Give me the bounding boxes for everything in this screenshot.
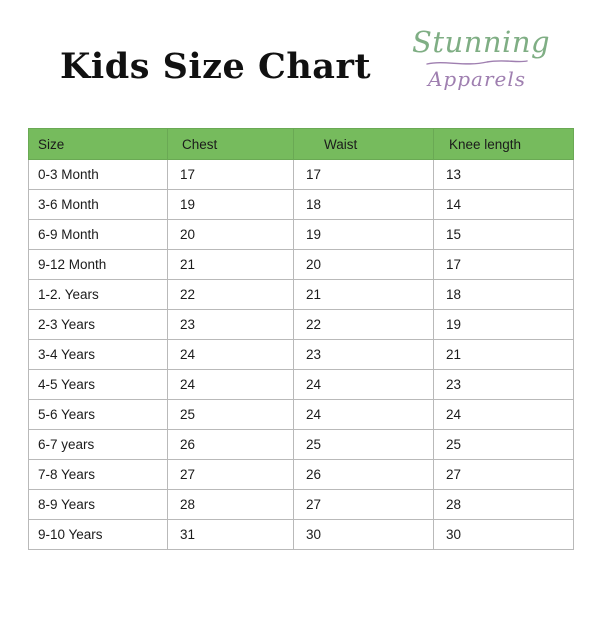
cell-knee-length: 17 (434, 250, 574, 280)
cell-waist: 17 (294, 160, 434, 190)
table-row (29, 310, 574, 340)
cell-chest: 17 (168, 160, 294, 190)
cell-chest: 23 (168, 310, 294, 340)
cell-chest: 22 (168, 280, 294, 310)
table-row (29, 160, 574, 190)
table-row (29, 370, 574, 400)
table-row (29, 400, 574, 430)
cell-waist: 22 (294, 310, 434, 340)
cell-knee-length: 27 (434, 460, 574, 490)
cell-waist: 24 (294, 370, 434, 400)
table-header-row (29, 129, 574, 160)
table-row (29, 220, 574, 250)
column-header-size: Size (29, 129, 168, 160)
table-row (29, 190, 574, 220)
column-header-knee-length: Knee length (434, 129, 574, 160)
cell-knee-length: 15 (434, 220, 574, 250)
flourish-icon (425, 59, 529, 67)
cell-chest: 19 (168, 190, 294, 220)
cell-size: 8-9 Years (29, 490, 168, 520)
cell-chest: 24 (168, 340, 294, 370)
cell-waist: 26 (294, 460, 434, 490)
cell-knee-length: 25 (434, 430, 574, 460)
page-title: Kids Size Chart (60, 46, 372, 87)
cell-waist: 27 (294, 490, 434, 520)
cell-knee-length: 30 (434, 520, 574, 550)
cell-waist: 18 (294, 190, 434, 220)
table-row (29, 250, 574, 280)
cell-size: 9-10 Years (29, 520, 168, 550)
cell-chest: 27 (168, 460, 294, 490)
cell-knee-length: 19 (434, 310, 574, 340)
cell-knee-length: 18 (434, 280, 574, 310)
cell-waist: 25 (294, 430, 434, 460)
table-header (29, 129, 574, 160)
cell-chest: 31 (168, 520, 294, 550)
cell-chest: 20 (168, 220, 294, 250)
cell-chest: 24 (168, 370, 294, 400)
cell-waist: 19 (294, 220, 434, 250)
cell-size: 3-6 Month (29, 190, 168, 220)
cell-size: 4-5 Years (29, 370, 168, 400)
table-body (29, 160, 574, 550)
cell-size: 7-8 Years (29, 460, 168, 490)
brand-name-line1: Stunning (412, 25, 551, 59)
cell-size: 9-12 Month (29, 250, 168, 280)
cell-size: 2-3 Years (29, 310, 168, 340)
cell-chest: 25 (168, 400, 294, 430)
cell-knee-length: 14 (434, 190, 574, 220)
cell-waist: 24 (294, 400, 434, 430)
brand-name-line2: Apparels (427, 67, 527, 91)
table-row (29, 280, 574, 310)
cell-size: 0-3 Month (29, 160, 168, 190)
table-row (29, 430, 574, 460)
cell-waist: 23 (294, 340, 434, 370)
table-row (29, 460, 574, 490)
cell-waist: 21 (294, 280, 434, 310)
cell-chest: 28 (168, 490, 294, 520)
cell-knee-length: 23 (434, 370, 574, 400)
cell-knee-length: 28 (434, 490, 574, 520)
cell-waist: 30 (294, 520, 434, 550)
cell-knee-length: 24 (434, 400, 574, 430)
cell-size: 5-6 Years (29, 400, 168, 430)
column-header-chest: Chest (168, 129, 294, 160)
table-row (29, 520, 574, 550)
cell-size: 6-9 Month (29, 220, 168, 250)
cell-chest: 21 (168, 250, 294, 280)
cell-size: 3-4 Years (29, 340, 168, 370)
cell-waist: 20 (294, 250, 434, 280)
cell-size: 6-7 years (29, 430, 168, 460)
cell-chest: 26 (168, 430, 294, 460)
cell-knee-length: 21 (434, 340, 574, 370)
column-header-waist: Waist (294, 129, 434, 160)
table-row (29, 340, 574, 370)
page-header (0, 0, 600, 110)
brand-logo (412, 25, 551, 91)
cell-size: 1-2. Years (29, 280, 168, 310)
size-chart-table (28, 128, 574, 550)
cell-knee-length: 13 (434, 160, 574, 190)
table-row (29, 490, 574, 520)
